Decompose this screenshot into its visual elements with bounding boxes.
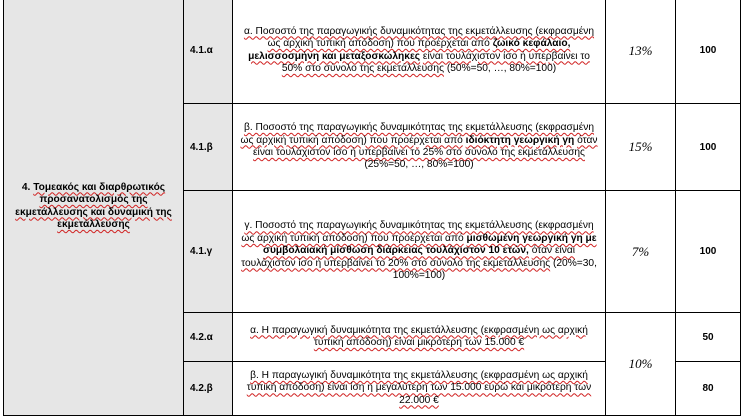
- row-points: 50: [676, 313, 741, 362]
- row-points: 100: [676, 104, 741, 191]
- row-code: 4.1.α: [184, 0, 233, 104]
- row-percent: 7%: [606, 191, 676, 313]
- criterion-prefix: 4.: [21, 181, 34, 193]
- row-description: β. Ποσοστό της παραγωγικής δυναμικότητας της εκμετάλλευσης (εκφρασμένη ως αρχική τυπική απόδοση) που προέρχεται από ιδιόκτητη γεωργική γη όταν είναι τουλάχιστον ίσο ή υπερβαίνει το 25% στο σύνολο της εκμετάλλευσης (25%=50, …, 80%=100): [233, 104, 606, 191]
- row-description: α. Ποσοστό της παραγωγικής δυναμικότητας της εκμετάλλευσης (εκφρασμένη ως αρχική τυπική απόδοση) που προέρχεται από ζωικό κεφάλαιο, μελισσοσμήνη και μεταξοσκώληκες είναι τουλάχιστον ίσο ή υπερβαίνει το 50% στο σύνολο της εκμετάλλευσης (50%=50, …, 80%=100): [233, 0, 606, 104]
- table-row: [4, 0, 741, 104]
- scoring-table: [3, 0, 741, 416]
- row-code: 4.2.β: [184, 362, 233, 416]
- row-code: 4.1.β: [184, 104, 233, 191]
- row-points: 100: [676, 191, 741, 313]
- criterion-title: Τομεακός και διαρθρωτικός προσανατολισμός της εκμετάλλευσης και δυναμική της εκμετάλλευσης: [15, 181, 172, 230]
- row-description: α. Η παραγωγική δυναμικότητα της εκμετάλλευσης (εκφρασμένη ως αρχική τυπική απόδοση) είναι μικρότερη των 15.000 €: [233, 313, 606, 362]
- row-description: β. Η παραγωγική δυναμικότητα της εκμετάλλευσης (εκφρασμένη ως αρχική τυπική απόδοση) είναι ίση η μεγαλύτερη των 15.000 ευρώ και μικρότερη των 22.000 €: [233, 362, 606, 416]
- criterion-cell: [4, 0, 184, 416]
- row-points: 100: [676, 0, 741, 104]
- row-percent: 15%: [606, 104, 676, 191]
- shared-percent: 10%: [606, 313, 676, 416]
- row-points: 80: [676, 362, 741, 416]
- row-code: 4.2.α: [184, 313, 233, 362]
- row-percent: 13%: [606, 0, 676, 104]
- row-code: 4.1.γ: [184, 191, 233, 313]
- row-description: γ. Ποσοστό της παραγωγικής δυναμικότητας της εκμετάλλευσης (εκφρασμένη ως αρχική τυπική απόδοση) που προέρχεται από μισθωμένη γεωργική γη με συμβολαιακή μίσθωση διάρκειας τουλάχιστον 10 ετών, όταν είναι τουλάχιστον ίσο ή υπερβαίνει το 20% στο σύνολο της εκμετάλλευσης (20%=30, 100%=100): [233, 191, 606, 313]
